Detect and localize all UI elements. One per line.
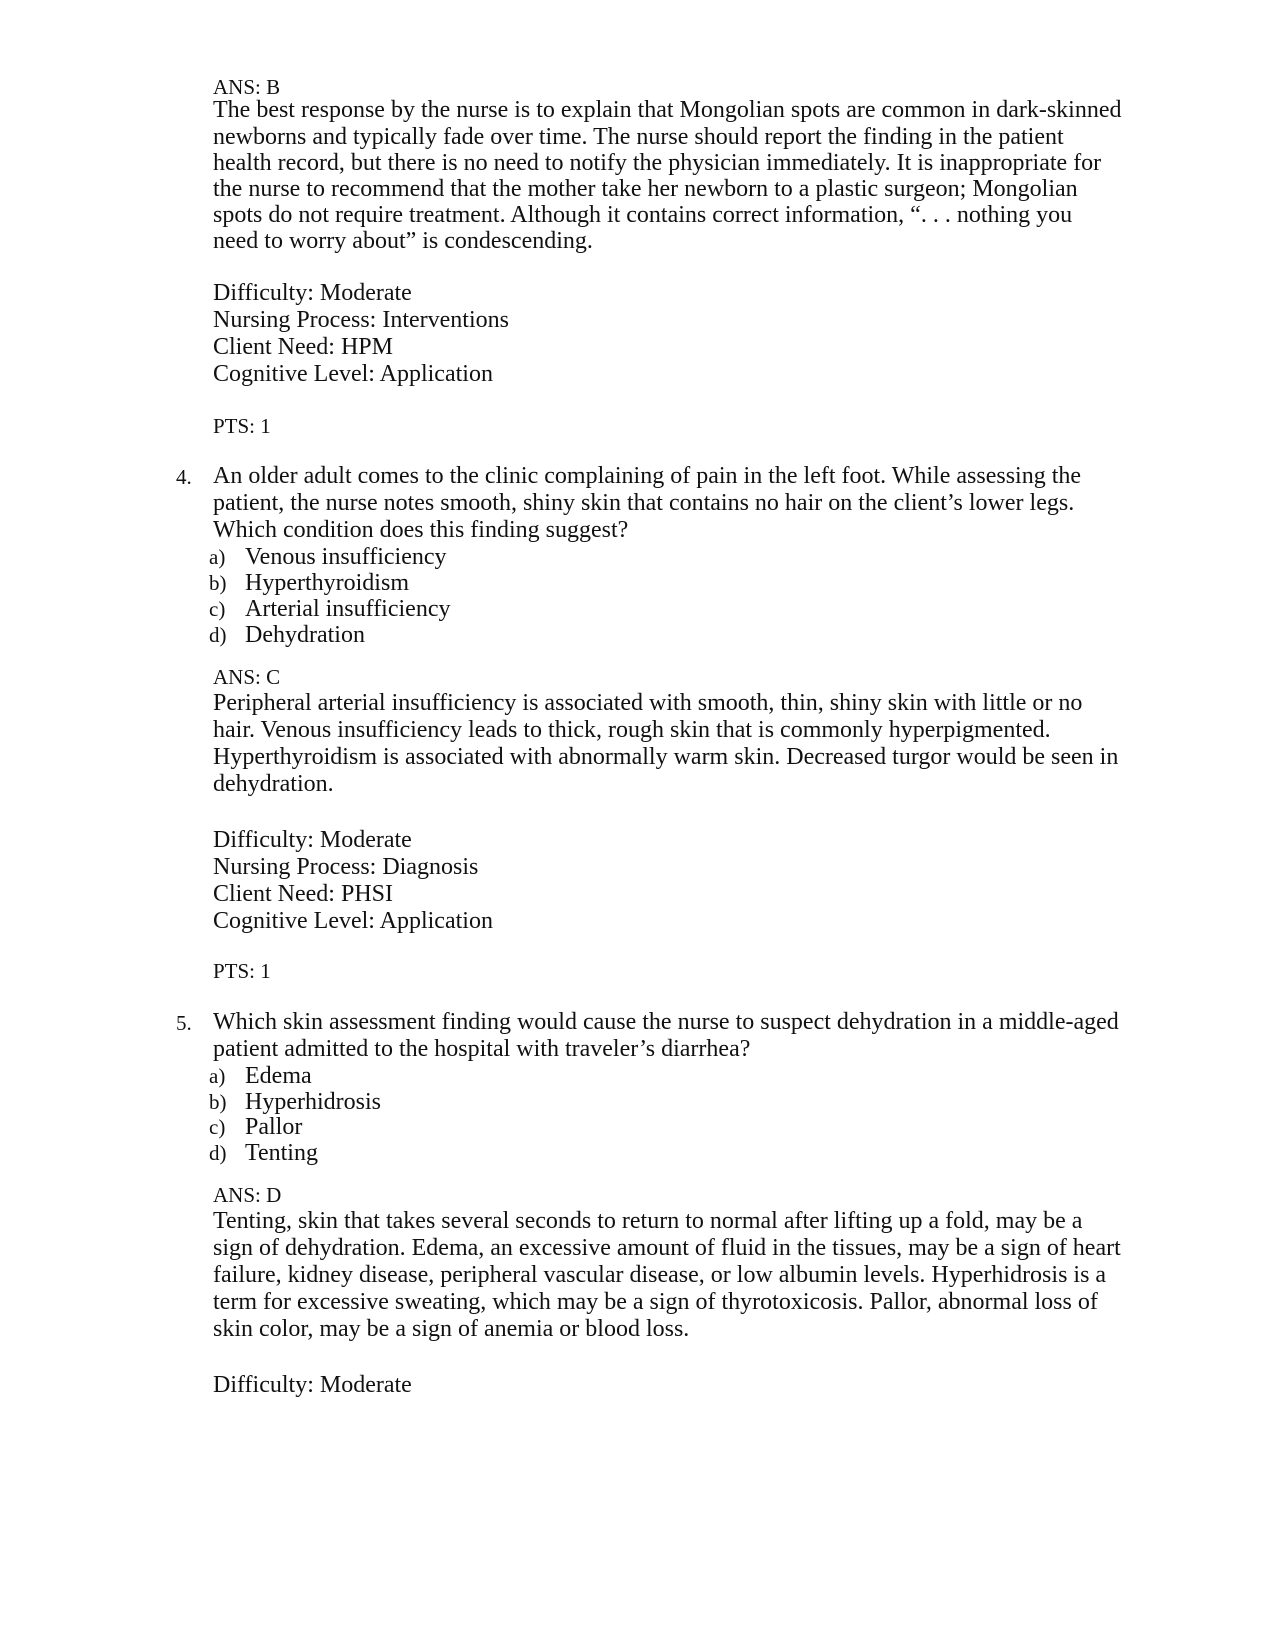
q3-answer-label: ANS: B xyxy=(213,75,281,99)
cognitive-level: Cognitive Level: Application xyxy=(213,361,493,387)
q4-rationale xyxy=(213,690,1163,798)
q5-stem-line: Which skin assessment finding would cause the nurse to suspect dehydration in a middle-aged xyxy=(213,1009,1119,1035)
option-text: Hyperthyroidism xyxy=(245,570,409,596)
q4-answer-label: ANS: C xyxy=(213,665,281,689)
q4-stem-line: An older adult comes to the clinic complaining of pain in the left foot. While assessing the xyxy=(213,463,1082,489)
q4-option-c xyxy=(209,596,1159,623)
option-text: Edema xyxy=(245,1063,312,1089)
q5-rationale xyxy=(213,1208,1163,1343)
q3-rationale-line: health record, but there is no need to notify the physician immediately. It is inappropriate for xyxy=(213,150,1102,176)
cognitive-level: Cognitive Level: Application xyxy=(213,908,493,934)
q4-points: PTS: 1 xyxy=(213,959,271,983)
difficulty: Difficulty: Moderate xyxy=(213,280,412,306)
difficulty: Difficulty: Moderate xyxy=(213,827,412,853)
q5-rationale-line: Tenting, skin that takes several seconds to return to normal after lifting up a fold, may be a xyxy=(213,1208,1083,1234)
q3-rationale-line: The best response by the nurse is to explain that Mongolian spots are common in dark-skinned xyxy=(213,97,1122,123)
q4-rationale-line: hair. Venous insufficiency leads to thick, rough skin that is commonly hyperpigmented. xyxy=(213,717,1051,743)
nursing-process: Nursing Process: Interventions xyxy=(213,307,509,333)
q5-stem-line: patient admitted to the hospital with traveler’s diarrhea? xyxy=(213,1036,751,1062)
q5-option-b xyxy=(209,1089,1159,1116)
q5-option-c xyxy=(209,1114,1159,1141)
option-letter: b) xyxy=(209,571,227,595)
q3-rationale xyxy=(213,97,1163,254)
q5-option-a xyxy=(209,1063,1159,1090)
option-text: Arterial insufficiency xyxy=(245,596,451,622)
q3-rationale-line: need to worry about” is condescending. xyxy=(213,228,593,254)
q5-rationale-line: term for excessive sweating, which may be a sign of thyrotoxicosis. Pallor, abnormal loss of xyxy=(213,1289,1098,1315)
q5-stem xyxy=(213,1009,1163,1063)
q4-stem-line: patient, the nurse notes smooth, shiny skin that contains no hair on the client’s lower legs. xyxy=(213,490,1075,516)
option-text: Hyperhidrosis xyxy=(245,1089,381,1115)
q5-rationale-line: sign of dehydration. Edema, an excessive amount of fluid in the tissues, may be a sign of heart xyxy=(213,1235,1121,1261)
option-letter: a) xyxy=(209,1064,226,1088)
option-letter: c) xyxy=(209,597,226,621)
option-text: Pallor xyxy=(245,1114,303,1140)
q4-number: 4. xyxy=(176,465,192,489)
difficulty: Difficulty: Moderate xyxy=(213,1372,412,1398)
client-need: Client Need: PHSI xyxy=(213,881,393,907)
option-letter: d) xyxy=(209,1141,227,1165)
q5-rationale-line: failure, kidney disease, peripheral vascular disease, or low albumin levels. Hyperhidrosis is a xyxy=(213,1262,1107,1288)
q5-answer-label: ANS: D xyxy=(213,1183,282,1207)
option-text: Venous insufficiency xyxy=(245,544,447,570)
option-letter: c) xyxy=(209,1115,226,1139)
q4-metadata xyxy=(213,826,1163,934)
q4-option-d xyxy=(209,622,1159,649)
q4-stem xyxy=(213,463,1163,544)
q4-rationale-line: dehydration. xyxy=(213,771,334,797)
option-text: Tenting xyxy=(245,1140,318,1166)
q4-rationale-line: Hyperthyroidism is associated with abnormally warm skin. Decreased turgor would be seen in xyxy=(213,744,1119,770)
q5-number: 5. xyxy=(176,1011,192,1035)
q4-option-b xyxy=(209,570,1159,597)
client-need: Client Need: HPM xyxy=(213,334,393,360)
q5-option-d xyxy=(209,1140,1159,1167)
q3-points: PTS: 1 xyxy=(213,414,271,438)
option-letter: a) xyxy=(209,545,226,569)
q3-rationale-line: the nurse to recommend that the mother take her newborn to a plastic surgeon; Mongolian xyxy=(213,176,1078,202)
q3-rationale-line: spots do not require treatment. Although it contains correct information, “. . . nothing you xyxy=(213,202,1073,228)
q3-rationale-line: newborns and typically fade over time. The nurse should report the finding in the patient xyxy=(213,124,1064,150)
option-text: Dehydration xyxy=(245,622,365,648)
q4-option-a xyxy=(209,544,1159,571)
q5-metadata xyxy=(213,1371,1163,1398)
q4-stem-line: Which condition does this finding suggest? xyxy=(213,517,629,543)
q5-rationale-line: skin color, may be a sign of anemia or blood loss. xyxy=(213,1316,690,1342)
q3-metadata xyxy=(213,279,1163,387)
q4-rationale-line: Peripheral arterial insufficiency is associated with smooth, thin, shiny skin with little or no xyxy=(213,690,1083,716)
nursing-process: Nursing Process: Diagnosis xyxy=(213,854,479,880)
option-letter: b) xyxy=(209,1090,227,1114)
option-letter: d) xyxy=(209,623,227,647)
